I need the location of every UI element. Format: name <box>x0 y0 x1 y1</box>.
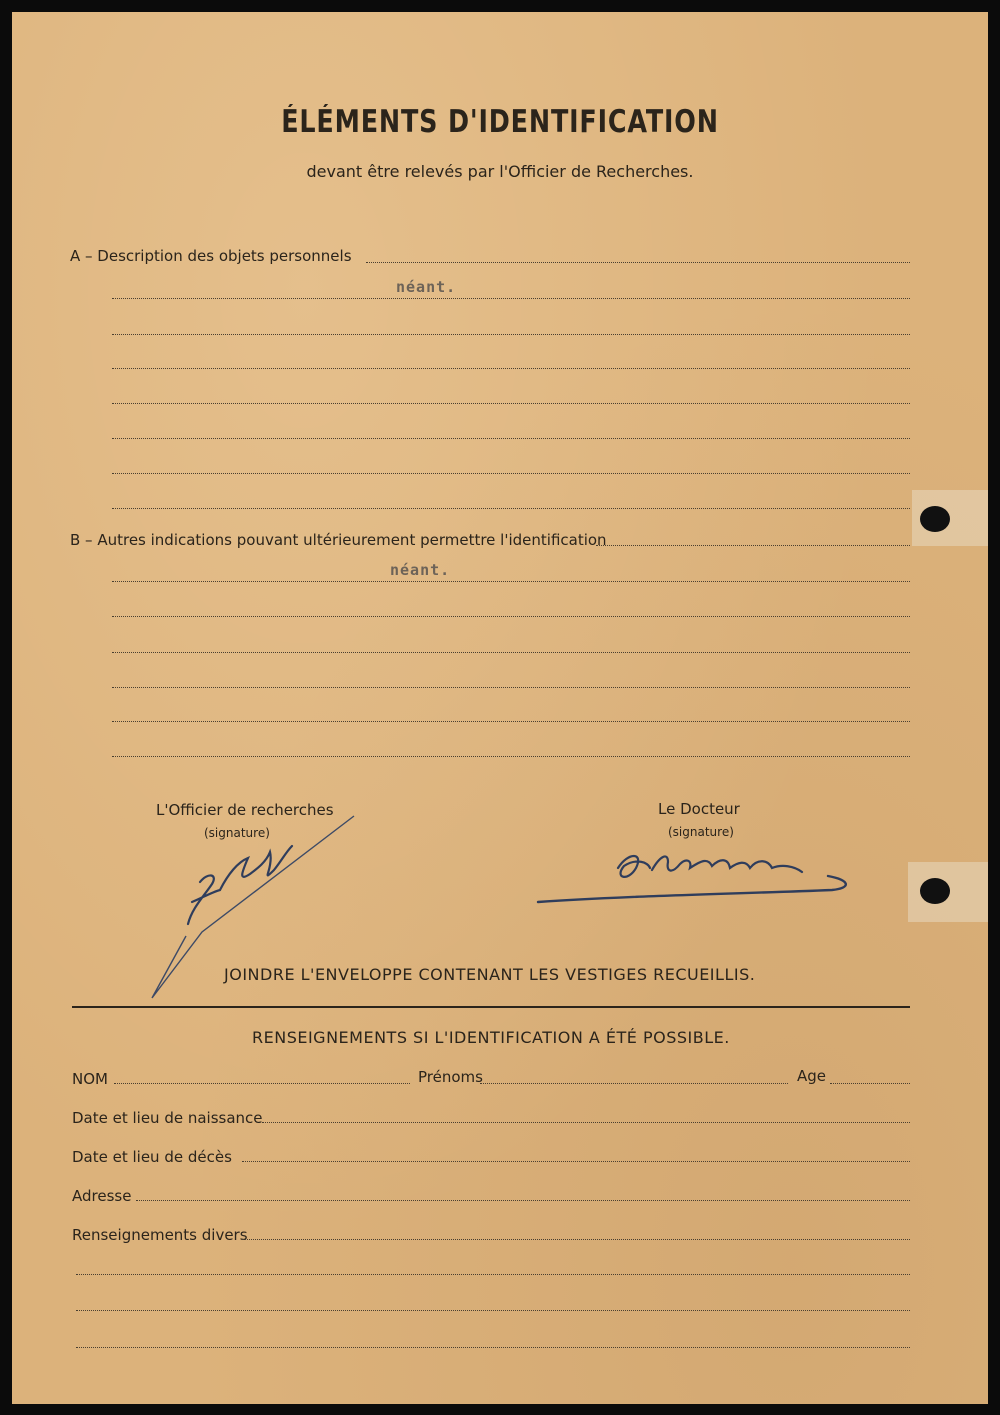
section-b-line <box>112 721 910 722</box>
divers-line <box>76 1310 910 1311</box>
divers-line <box>76 1347 910 1348</box>
section-a-line <box>112 473 910 474</box>
divers-line <box>242 1239 910 1240</box>
section-b-line <box>112 652 910 653</box>
naissance-label: Date et lieu de naissance <box>72 1109 263 1127</box>
nom-line <box>114 1083 410 1084</box>
page-title: ÉLÉMENTS D'IDENTIFICATION <box>281 104 719 140</box>
binder-hole <box>920 878 950 904</box>
nom-label: NOM <box>72 1070 108 1088</box>
doctor-signature-caption: (signature) <box>668 825 734 839</box>
prenoms-label: Prénoms <box>418 1068 483 1086</box>
section-b-line <box>112 581 910 582</box>
section-b-line <box>112 756 910 757</box>
identification-heading: RENSEIGNEMENTS SI L'IDENTIFICATION A ÉTÉ POSSIBLE. <box>252 1028 730 1047</box>
divers-label: Renseignements divers <box>72 1226 248 1244</box>
doctor-label: Le Docteur <box>658 800 740 818</box>
deces-line <box>242 1161 910 1162</box>
adresse-line <box>136 1200 910 1201</box>
section-a-line <box>112 403 910 404</box>
binder-hole <box>920 506 950 532</box>
document-page <box>12 12 988 1404</box>
page-subtitle: devant être relevés par l'Officier de Recherches. <box>306 162 694 181</box>
age-line <box>830 1083 910 1084</box>
section-b-line <box>596 545 910 546</box>
age-label: Age <box>797 1067 827 1085</box>
divers-line <box>76 1274 910 1275</box>
officer-signature-caption: (signature) <box>204 826 270 840</box>
section-a-label: A – Description des objets personnels <box>70 247 352 265</box>
section-a-line <box>112 368 910 369</box>
section-a-value: néant. <box>396 278 457 296</box>
adresse-label: Adresse <box>72 1187 132 1205</box>
officer-label: L'Officier de recherches <box>156 801 334 819</box>
section-a-line <box>112 298 910 299</box>
envelope-instruction: JOINDRE L'ENVELOPPE CONTENANT LES VESTIGES RECUEILLIS. <box>224 965 756 984</box>
section-a-line <box>112 438 910 439</box>
prenoms-line <box>480 1083 788 1084</box>
section-b-line <box>112 616 910 617</box>
section-a-line <box>112 508 910 509</box>
section-a-line <box>112 334 910 335</box>
section-a-line <box>366 262 910 263</box>
section-b-label: B – Autres indications pouvant ultérieurement permettre l'identification <box>70 531 607 549</box>
doctor-handwritten-signature <box>532 838 852 918</box>
section-divider <box>72 1006 910 1008</box>
naissance-line <box>262 1122 910 1123</box>
deces-label: Date et lieu de décès <box>72 1148 232 1166</box>
section-b-value: néant. <box>390 561 451 579</box>
section-b-line <box>112 687 910 688</box>
